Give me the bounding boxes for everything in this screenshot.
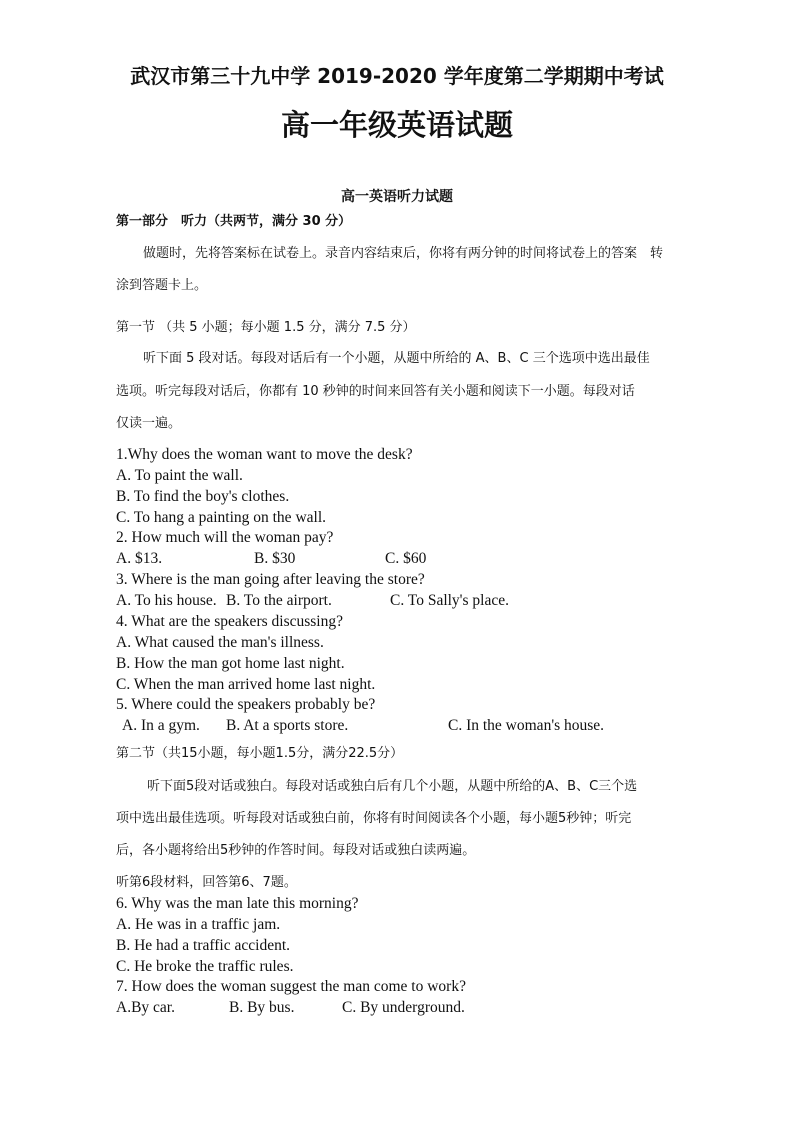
question-3-option-b: B. To the airport. — [226, 592, 332, 609]
question-4-option-c: C. When the man arrived home last night. — [116, 676, 376, 693]
question-4-option-a: A. What caused the man's illness. — [116, 634, 324, 651]
question-1-option-c: C. To hang a painting on the wall. — [116, 509, 326, 526]
section1-instruction-line1: 听下面 5 段对话。每段对话后有一个小题，从题中所给的 A、B、C 三个选项中选出最佳 — [143, 351, 650, 366]
question-1-option-a: A. To paint the wall. — [116, 467, 243, 484]
question-5-option-c: C. In the woman's house. — [448, 717, 605, 734]
question-2-option-b: B. $30 — [254, 550, 296, 567]
question-3: 3. Where is the man going after leaving the store? — [116, 571, 425, 588]
question-1-option-b: B. To find the boy's clothes. — [116, 488, 290, 505]
section2-instruction-line3: 后，各小题将给出5秒钟的作答时间。每段对话或独白读两遍。 — [116, 843, 476, 858]
question-7-option-a: A.By car. — [116, 999, 175, 1016]
school-exam-title: 武汉市第三十九中学 2019-2020 学年度第二学期期中考试 — [130, 64, 664, 88]
question-7-option-b: B. By bus. — [229, 999, 295, 1016]
question-5: 5. Where could the speakers probably be? — [116, 696, 376, 713]
section1-instruction-line3: 仅读一遍。 — [116, 416, 182, 431]
part1-instruction-line2: 涂到答题卡上。 — [116, 278, 208, 293]
grade-exam-title: 高一年级英语试题 — [280, 108, 513, 142]
question-7: 7. How does the woman suggest the man come to work? — [116, 978, 466, 995]
part1-heading: 第一部分 听力（共两节，满分 30 分） — [116, 214, 352, 229]
part1-instruction-line1: 做题时，先将答案标在试卷上。录音内容结束后，你将有两分钟的时间将试卷上的答案 转 — [143, 246, 664, 261]
question-5-option-a: A. In a gym. — [122, 717, 200, 734]
question-5-option-b: B. At a sports store. — [226, 717, 349, 734]
question-7-option-c: C. By underground. — [342, 999, 465, 1016]
listening-test-title: 高一英语听力试题 — [341, 189, 453, 205]
question-2-option-a: A. $13. — [116, 550, 163, 567]
question-1: 1.Why does the woman want to move the desk? — [116, 446, 413, 463]
question-6-option-c: C. He broke the traffic rules. — [116, 958, 294, 975]
question-6: 6. Why was the man late this morning? — [116, 895, 359, 912]
section1-heading: 第一节 （共 5 小题；每小题 1.5 分，满分 7.5 分） — [116, 320, 416, 335]
section1-instruction-line2: 选项。听完每段对话后，你都有 10 秒钟的时间来回答有关小题和阅读下一小题。每段对话 — [116, 384, 635, 399]
question-4-option-b: B. How the man got home last night. — [116, 655, 345, 672]
section2-instruction-line1: 听下面5段对话或独白。每段对话或独白后有几个小题，从题中所给的A、B、C三个选 — [147, 779, 638, 794]
question-6-option-b: B. He had a traffic accident. — [116, 937, 291, 954]
question-3-option-c: C. To Sally's place. — [390, 592, 509, 609]
question-6-option-a: A. He was in a traffic jam. — [116, 916, 281, 933]
question-3-option-a: A. To his house. — [116, 592, 217, 609]
question-4: 4. What are the speakers discussing? — [116, 613, 343, 630]
material-6-note: 听第6段材料，回答第6、7题。 — [116, 875, 297, 890]
question-2-option-c: C. $60 — [385, 550, 427, 567]
question-2: 2. How much will the woman pay? — [116, 529, 334, 546]
section2-instruction-line2: 项中选出最佳选项。听每段对话或独白前，你将有时间阅读各个小题，每小题5秒钟；听完 — [116, 811, 632, 826]
section2-heading: 第二节（共15小题，每小题1.5分，满分22.5分） — [116, 746, 404, 761]
